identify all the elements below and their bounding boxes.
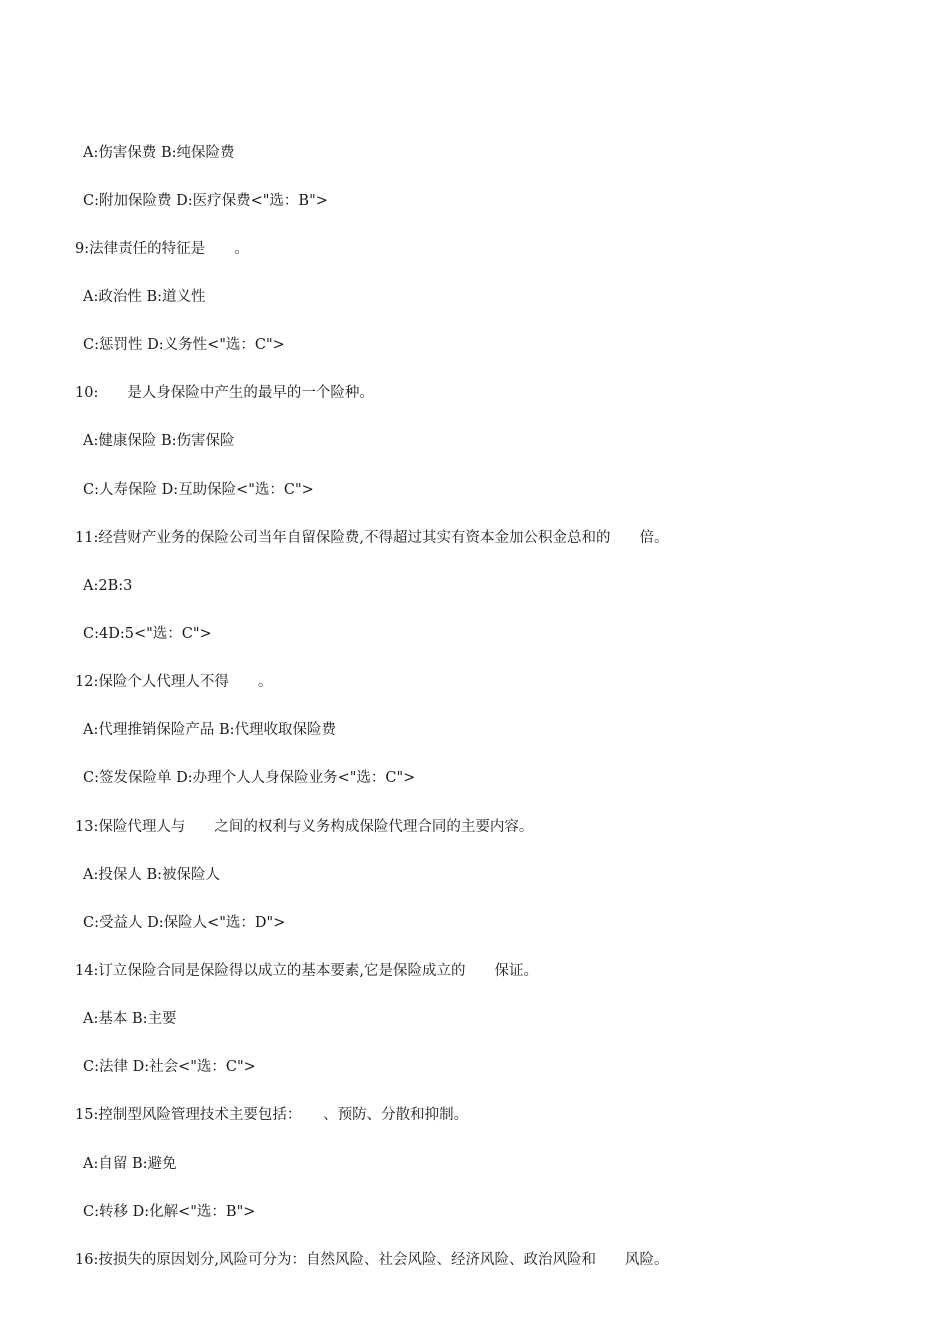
question-line: 14:订立保险合同是保险得以成立的基本要素,它是保险成立的 保证。	[75, 963, 538, 979]
question-line: 12:保险个人代理人不得 。	[75, 674, 273, 690]
option-line: A:代理推销保险产品 B:代理收取保险费	[83, 722, 337, 738]
question-line: 13:保险代理人与 之间的权利与义务构成保险代理合同的主要内容。	[75, 819, 534, 835]
option-line: C:惩罚性 D:义务性<"选：C">	[83, 337, 285, 353]
option-line: C:4D:5<"选：C">	[83, 626, 212, 642]
option-line: A:基本 B:主要	[83, 1011, 177, 1027]
question-line: 9:法律责任的特征是 。	[75, 241, 249, 257]
option-line: A:政治性 B:道义性	[83, 289, 206, 305]
question-line: 10: 是人身保险中产生的最早的一个险种。	[75, 385, 374, 401]
option-line: A:伤害保费 B:纯保险费	[83, 145, 235, 161]
option-line: A:健康保险 B:伤害保险	[83, 433, 235, 449]
option-line: C:签发保险单 D:办理个人人身保险业务<"选：C">	[83, 770, 416, 786]
option-line: A:自留 B:避免	[83, 1156, 177, 1172]
option-line: C:受益人 D:保险人<"选：D">	[83, 915, 286, 931]
option-line: C:人寿保险 D:互助保险<"选：C">	[83, 482, 314, 498]
option-line: A:投保人 B:被保险人	[83, 867, 221, 883]
option-line: C:转移 D:化解<"选：B">	[83, 1204, 256, 1220]
option-line: C:附加保险费 D:医疗保费<"选：B">	[83, 193, 328, 209]
question-line: 16:按损失的原因划分,风险可分为：自然风险、社会风险、经济风险、政治风险和 风险。	[75, 1252, 669, 1268]
question-line: 11:经营财产业务的保险公司当年自留保险费,不得超过其实有资本金加公积金总和的 倍。	[75, 530, 669, 546]
option-line: C:法律 D:社会<"选：C">	[83, 1059, 256, 1075]
option-line: A:2B:3	[83, 578, 133, 594]
question-line: 15:控制型风险管理技术主要包括： 、预防、分散和抑制。	[75, 1107, 469, 1123]
